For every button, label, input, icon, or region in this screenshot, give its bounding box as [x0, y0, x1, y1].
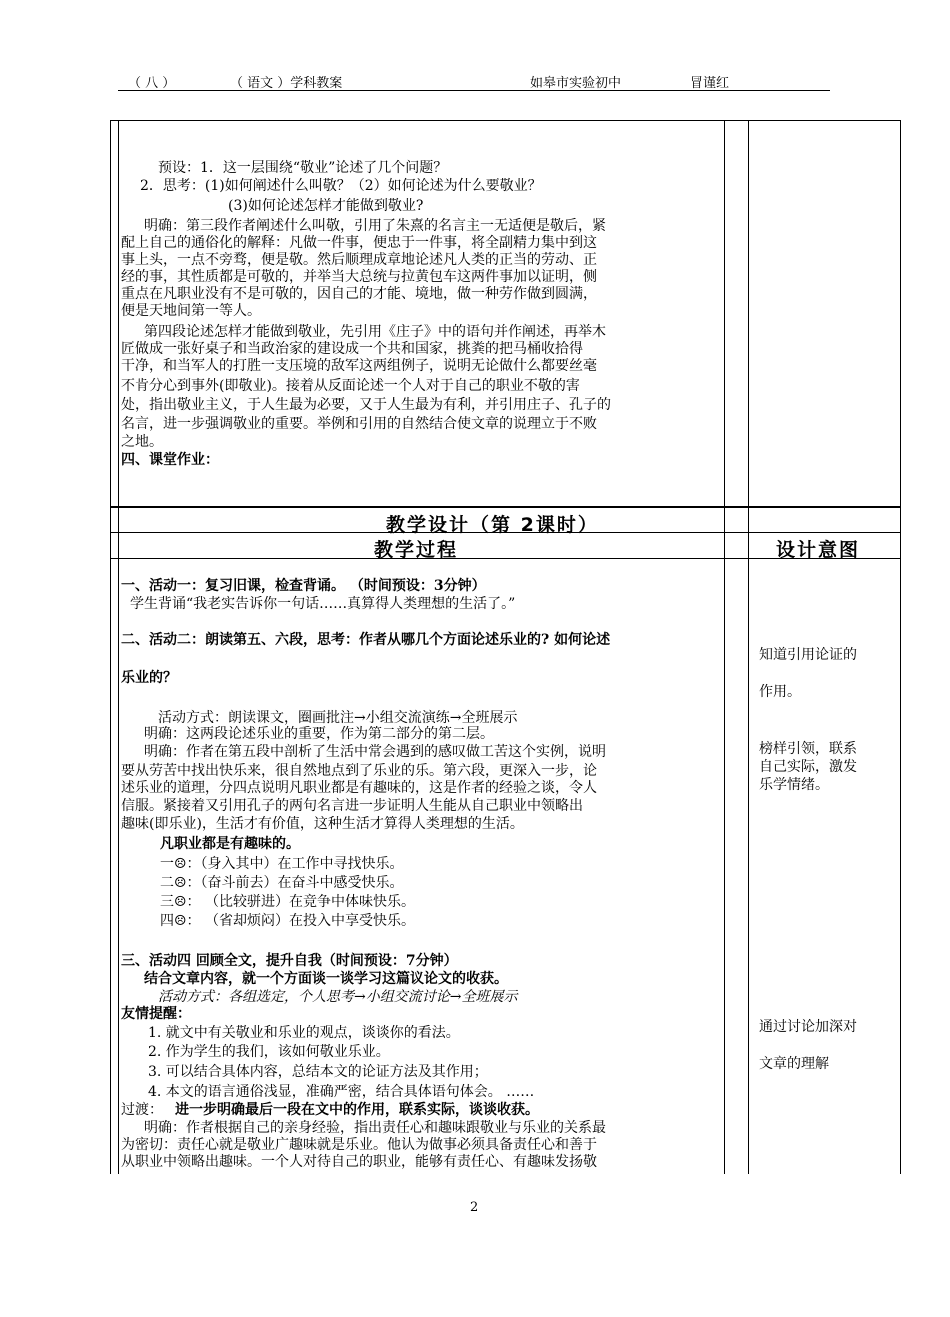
list-item: 二☹：（奋斗前去）在奋斗中感受快乐。	[160, 875, 404, 891]
activity-heading: 乐业的？	[121, 670, 177, 686]
header-subject: （ 语文 ）学科教案	[230, 76, 343, 91]
text-line: 之地。	[121, 434, 163, 450]
list-item: 3. 可以结合具体内容，总结本文的论证方法及其作用；	[148, 1064, 488, 1080]
list-item: 2. 作为学生的我们，该如何敬业乐业。	[148, 1044, 390, 1060]
activity-heading: 三、活动四 回顾全文，提升自我（时间预设：7分钟）	[121, 953, 458, 969]
page-header	[118, 72, 830, 91]
text-line: 明确：作者在第五段中剖析了生活中常会遇到的感叹做工苦这个实例，说明	[144, 744, 606, 760]
text-line: 经的事，其性质都是可敬的，并举当大总统与拉黄包车这两件事加以证明，侧	[121, 269, 597, 285]
column-divider-2	[748, 120, 749, 1174]
table-border-right	[900, 120, 901, 1174]
list-item: 四☹： （省却烦闷）在投入中享受快乐。	[160, 913, 415, 929]
list-item: 4. 本文的语言通俗浅显，准确严密，结合具体语句体会。 ……	[148, 1084, 535, 1100]
table-border-left	[110, 120, 111, 1174]
text-line: 便是天地间第一等人。	[121, 303, 261, 319]
text-line: 信服。紧接着又引用孔子的两句名言进一步证明人生能从自己职业中领略出	[121, 798, 583, 814]
text-line: 事上头，一点不旁骛，便是敬。然后顺理成章地论述凡人类的正当的劳动、正	[121, 252, 597, 268]
section-divider	[110, 506, 901, 508]
text-line: 过渡：	[121, 1102, 163, 1118]
text-line: (3)如何论述怎样才能做到敬业?	[228, 198, 424, 214]
text-line: 明确：第三段作者阐述什么叫敬，引用了朱熹的名言主一无适便是敬后，紧	[144, 218, 606, 234]
lesson-design-title: 教学设计（第 2课时）	[386, 514, 599, 536]
text-line: 第四段论述怎样才能做到敬业，先引用《庄子》中的语句并作阐述，再举木	[144, 324, 606, 340]
text-line: 匠做成一张好桌子和当政治家的建设成一个共和国家，挑粪的把马桶收拾得	[121, 341, 583, 357]
text-line: 进一步明确最后一段在文中的作用，联系实际，谈谈收获。	[175, 1102, 539, 1118]
text-line: 处，指出敬业主义，于人生最为必要，又于人生最为有利，并引用庄子、孔子的	[121, 397, 611, 413]
text-line: 结合文章内容，就一个方面谈一谈学习这篇议论文的收获。	[144, 971, 508, 987]
side-note: 作用。	[759, 684, 801, 700]
column-header-intent: 设计意图	[776, 539, 861, 561]
text-line: 从职业中领略出趣味。一个人对待自己的职业，能够有责任心、有趣味发扬敬	[121, 1154, 597, 1170]
text-line: 名言，进一步强调敬业的重要。举例和引用的自然结合使文章的说理立于不败	[121, 416, 597, 432]
list-item: 1. 就文中有关敬业和乐业的观点，谈谈你的看法。	[148, 1025, 460, 1041]
activity-heading: 一、活动一：复习旧课，检查背诵。 （时间预设：3分钟）	[121, 578, 486, 594]
list-item: 三☹： （比较骈进）在竞争中体味快乐。	[160, 894, 415, 910]
side-note: 自己实际，激发	[759, 759, 857, 775]
header-teacher: 冒谨红	[690, 76, 730, 91]
column-divider-1	[724, 120, 725, 1174]
list-item: 一☹：（身入其中）在工作中寻找快乐。	[160, 856, 404, 872]
header-school: 如皋市实验初中	[530, 76, 622, 91]
table-top-border	[110, 120, 901, 121]
text-line: 为密切：责任心就是敬业广趣味就是乐业。他认为做事必须具备责任心和善于	[121, 1137, 597, 1153]
text-line: 不肯分心到事外(即敬业)。接着从反面论述一个人对于自己的职业不敬的害	[121, 378, 580, 394]
text-line: 活动方式：各组选定，个人思考→小组交流讨论→全班展示	[158, 989, 518, 1005]
text-line: 重点在凡职业没有不是可敬的，因自己的才能、境地，做一种劳作做到圆满，	[121, 286, 597, 302]
side-note: 知道引用论证的	[759, 647, 857, 663]
text-line: 述乐业的道理，分四点说明凡职业都是有趣味的，这是作者的经验之谈，令人	[121, 780, 597, 796]
text-line: 配上自己的通俗化的解释：凡做一件事，便忠于一件事，将全副精力集中到这	[121, 235, 597, 251]
page-number: 2	[470, 1200, 479, 1215]
text-line: 凡职业都是有趣味的。	[160, 836, 300, 852]
column-header-process: 教学过程	[374, 539, 459, 561]
text-line: 明确：作者根据自己的亲身经验，指出责任心和趣味跟敬业与乐业的关系最	[144, 1120, 606, 1136]
side-note: 通过讨论加深对	[759, 1019, 857, 1035]
table-border-left-inner	[118, 120, 119, 1174]
text-line: 要从劳苦中找出快乐来，很自然地点到了乐业的乐。第六段，更深入一步，论	[121, 763, 597, 779]
classwork-heading: 四、课堂作业：	[121, 452, 219, 468]
activity-heading: 二、活动二：朗读第五、六段，思考：作者从哪几个方面论述乐业的? 如何论述	[121, 632, 611, 648]
text-line: 干净，和当军人的打胜一支压境的敌军这两组例子，说明无论做什么都要丝毫	[121, 358, 597, 374]
text-line: 明确：这两段论述乐业的重要，作为第二部分的第二层。	[144, 726, 494, 742]
text-line: 趣味(即乐业)，生活才有价值，这种生活才算得人类理想的生活。	[121, 816, 524, 832]
text-line: 预设：1．这一层围绕“敬业”论述了几个问题？	[158, 160, 448, 176]
text-line: 学生背诵“我老实告诉你一句话……真算得人类理想的生活了。”	[130, 596, 516, 612]
text-line: 2．思考：(1)如何阐述什么叫敬？（2）如何论述为什么要敬业？	[140, 178, 542, 194]
text-line: 活动方式：朗读课文，圈画批注→小组交流演练→全班展示	[158, 710, 518, 726]
header-grade: （ 八 ）	[128, 76, 176, 91]
side-note: 乐学情绪。	[759, 777, 829, 793]
side-note: 文章的理解	[759, 1056, 829, 1072]
tips-heading: 友情提醒：	[121, 1006, 191, 1022]
side-note: 榜样引领，联系	[759, 741, 857, 757]
